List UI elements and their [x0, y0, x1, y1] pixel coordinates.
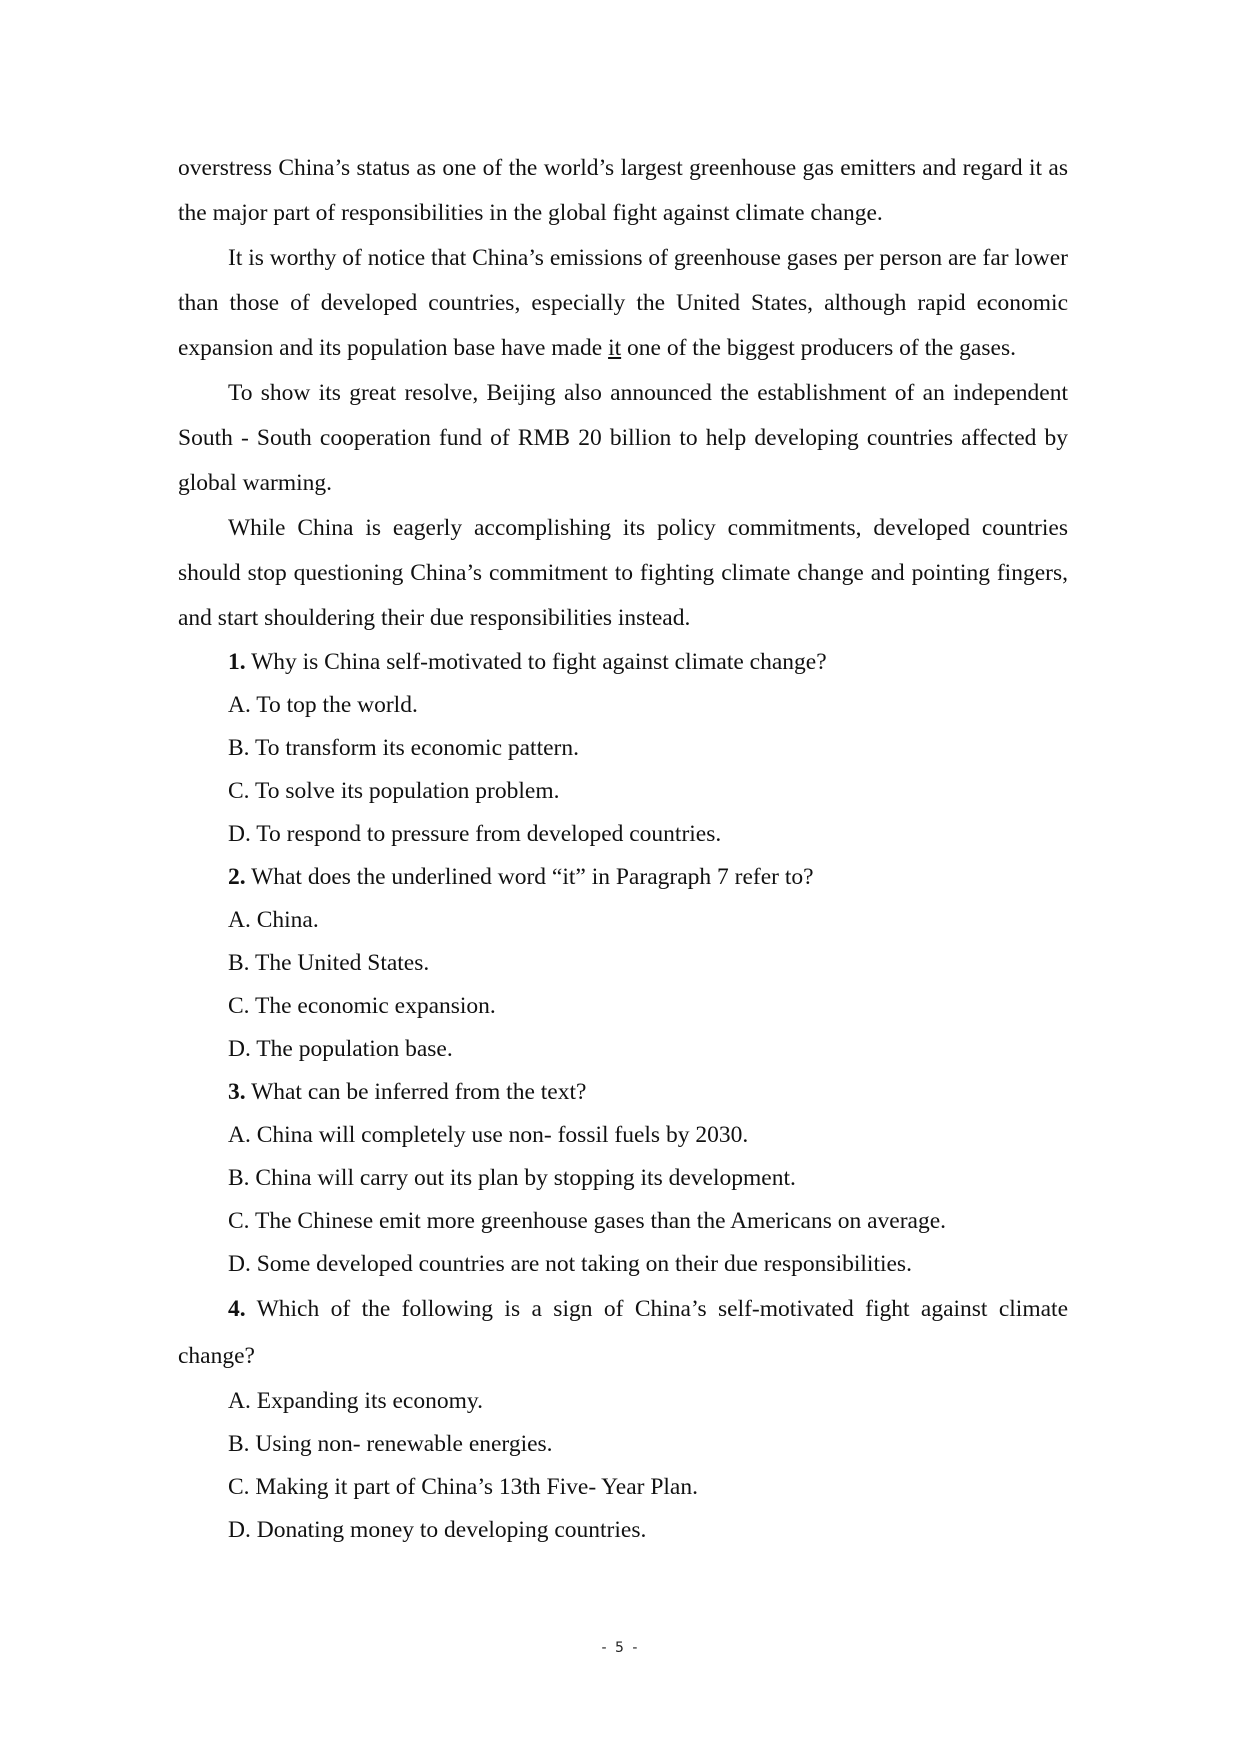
option-2c: C. The economic expansion. [228, 993, 496, 1019]
option-2a: A. China. [228, 907, 319, 933]
paragraph-continued: overstress China’s status as one of the world’s largest greenhouse gas emitters and regard it as the major part of responsibilities in the global fight against climate change. [178, 155, 1068, 226]
option-3a: A. China will completely use non- fossil fuels by 2030. [228, 1122, 749, 1148]
question-number: 4. [228, 1296, 246, 1322]
question-number: 3. [228, 1079, 246, 1105]
question-4 [178, 1286, 1068, 1380]
question-text: Which of the following is a sign of China’s self-motivated fight against climate change? [178, 1296, 1068, 1369]
option-4b: B. Using non- renewable energies. [228, 1431, 553, 1457]
option-4c: C. Making it part of China’s 13th Five- Year Plan. [228, 1474, 698, 1500]
option-1b: B. To transform its economic pattern. [228, 735, 579, 761]
option-3c: C. The Chinese emit more greenhouse gases than the Americans on average. [228, 1208, 947, 1234]
question-number: 1. [228, 649, 246, 675]
question-3 [178, 1071, 1068, 1114]
question-2 [178, 856, 1068, 899]
paragraph-commitments: While China is eagerly accomplishing its policy commitments, developed countries should stop questioning China’s commitment to fighting climate change and pointing fingers, and start shouldering their due responsibilities instead. [178, 515, 1068, 631]
option-4a: A. Expanding its economy. [228, 1388, 483, 1414]
question-text: What does the underlined word “it” in Paragraph 7 refer to? [245, 864, 814, 890]
page-number: - 5 - [601, 1640, 640, 1656]
option-1a: A. To top the world. [228, 692, 418, 718]
option-2b: B. The United States. [228, 950, 430, 976]
paragraph-emissions [178, 236, 1068, 371]
question-text: Why is China self-motivated to fight against climate change? [245, 649, 827, 675]
option-1d: D. To respond to pressure from developed countries. [228, 821, 722, 847]
question-text: What can be inferred from the text? [245, 1079, 587, 1105]
option-4d: D. Donating money to developing countries. [228, 1517, 647, 1543]
question-1 [178, 641, 1068, 684]
question-number: 2. [228, 864, 246, 890]
page-content [178, 146, 1068, 1552]
paragraph-text-after: one of the biggest producers of the gases. [621, 335, 1016, 361]
option-2d: D. The population base. [228, 1036, 453, 1062]
paragraph-text-before: It is worthy of notice that China’s emissions of greenhouse gases per person are far lower than those of developed countries, especially the United States, although rapid economic expansion and its population base have made [178, 245, 1068, 361]
paragraph-resolve: To show its great resolve, Beijing also announced the establishment of an independent South - South cooperation fund of RMB 20 billion to help developing countries affected by global warming. [178, 380, 1068, 496]
underlined-word: it [608, 335, 622, 361]
option-3d: D. Some developed countries are not taking on their due responsibilities. [228, 1251, 912, 1277]
option-1c: C. To solve its population problem. [228, 778, 560, 804]
option-3b: B. China will carry out its plan by stopping its development. [228, 1165, 796, 1191]
